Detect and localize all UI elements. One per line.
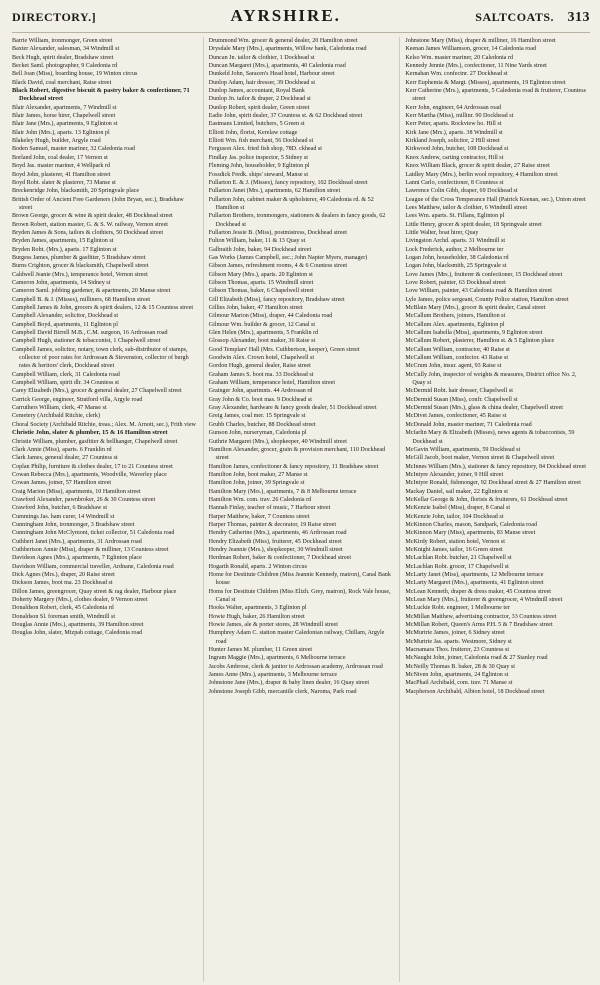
page-header — [12, 6, 590, 33]
directory-entry: McDermid Susan (Miss), confr. Chapelwell st — [405, 396, 518, 403]
directory-entry: Cowan James, joiner, 57 Hamilton street — [12, 480, 112, 487]
directory-column-1 — [12, 37, 197, 982]
directory-entry: Cuthbertson Annie (Miss), draper & milliner, 13 Countess street — [12, 546, 169, 553]
directory-entry: Keenan James Williamson, grocer, 14 Caledonia road — [405, 46, 537, 53]
directory-entry: Becket Saml. photographer, 9 Caledonia rd — [12, 63, 118, 70]
directory-entry: Hamilton Wm. com. trav. 26 Caledonia rd — [208, 496, 312, 503]
directory-entry: McCallum Isabella (Miss), apartments, 9 Eglinton street — [405, 330, 543, 337]
directory-entry: Dunkeld John, Saracen's Head hotel, Harbour street — [208, 71, 335, 78]
directory-entry: Drysdale Mary (Mrs.), apartments, Willow bank, Caledonia road — [208, 46, 367, 53]
directory-entry: Elliott John, florist, Kerelaw cottage — [208, 129, 298, 136]
directory-entry: McBlain Mary (Mrs.), grocer & spirit dealer, Canal street — [405, 305, 546, 311]
directory-entry: Black David, coal merchant, Raise street — [12, 79, 112, 86]
directory-entry: Kerr John, engineer, 64 Ardrossan road — [405, 104, 502, 111]
directory-entry: Kirk Jane (Mrs.), aparts. 38 Windmill st — [405, 129, 503, 136]
directory-column-3 — [399, 37, 590, 982]
directory-entry: Harper Matthew, baker, 7 Countess street — [208, 513, 310, 520]
directory-entry: McLuckie Robt. engineer, 1 Melbourne ter — [405, 605, 510, 612]
directory-entry: Gilmour Wm. builder & grocer, 12 Canal st — [208, 321, 316, 328]
header-section-label: DIRECTORY.] — [12, 10, 97, 24]
directory-entry: Carrick George, engineer, Stratford villa, Argyle road — [12, 396, 143, 403]
directory-entry: Drummond Wm. grocer & general dealer, 20 Hamilton street — [208, 38, 358, 44]
directory-entry: McCrum John, insur. agent, 93 Raise st — [405, 363, 502, 370]
directory-columns — [12, 37, 590, 982]
directory-entry: Gibson James, refreshment rooms, 4 & 6 Countess street — [208, 263, 348, 270]
directory-entry: Livingston Archd. aparts. 31 Windmill st — [405, 238, 506, 245]
directory-entry: Blakeley Hugh, builder, Argyle road — [12, 138, 101, 145]
directory-entry: Christie John, slater & plumber, 15 & 16 Hamilton street — [12, 429, 168, 437]
directory-entry: Coplan Philip, furniture & clothes dealer, 17 to 21 Countess street — [12, 463, 173, 470]
directory-entry: Davidson William, commercial traveller, Ardnane, Caledonia road — [12, 563, 174, 570]
directory-entry: Campbell James, solicitor, notary, town clerk, sub-distributor of stamps, collector of poor rates for Ardrossan & Stevenston, collector of burgh rates & heritors' clerk, Dockhead street — [12, 346, 189, 370]
directory-entry: Mackay Daniel, sail maker, 22 Eglinton st — [405, 488, 508, 495]
directory-entry: Bryden James & Sons, tailors & clothiers, 50 Dockhead street — [12, 229, 164, 236]
directory-entry: Cameron John, apartments, 14 Sidney st — [12, 279, 111, 286]
directory-entry: Mcfarlin Mary & Elizabeth (Misses), news agents & tobacconists, 59 Dockhead st — [405, 430, 575, 445]
directory-entry: Blair Jane (Mrs.), apartments, 9 Eglinton st — [12, 121, 118, 128]
directory-entry: McKnight James, tailor, 16 Green street — [405, 546, 503, 553]
directory-entry: Boyd Robt. slater & plasterer, 73 Manse st — [12, 179, 116, 186]
directory-entry: Donaldson Robert, clerk, 45 Caledonia rd — [12, 605, 114, 612]
directory-entry: McKellar George & John, florists & fruiterers, 61 Dockhead street — [405, 496, 568, 503]
directory-entry: Dickson James, boot ma. 23 Dockhead st — [12, 580, 113, 587]
directory-entry: Clark Annie (Miss), aparts. 6 Franklin rd — [12, 446, 112, 453]
directory-entry: Choral Society (Archibald Ritchie, treas.; Alex. M. Arnott, sec.), Frith view — [12, 421, 196, 428]
directory-entry: Fullarton John, cabinet maker & upholsterer, 49 Caledonia rd. & 52 Hamilton st — [208, 196, 374, 211]
directory-entry: Craig Marion (Miss), apartments, 10 Hamilton street — [12, 488, 141, 495]
directory-entry: McKinnon Charles, mason, Sandpark, Caledonia road — [405, 521, 538, 528]
directory-entry: Laidley Mary (Mrs.), berlin wool repository, 4 Hamilton street — [405, 171, 558, 178]
directory-entry: McMurtrie Jas. aparts. Westmore, Sidney st — [405, 638, 512, 645]
directory-entry: Fulton William, baker, 11 & 13 Quay st — [208, 238, 306, 245]
directory-entry: Fossdick Fredk. ships' steward, Manse st — [208, 171, 309, 178]
directory-entry: Crawford John, butcher, 6 Bradshaw st — [12, 505, 108, 512]
directory-entry: Eastmans Limited, butchers, 5 Green st — [208, 121, 305, 128]
directory-entry: Gordon Hugh, general dealer, Raise street — [208, 363, 311, 370]
directory-entry: Hamilton Mary (Mrs.), apartments, 7 & 8 Melbourne terrace — [208, 488, 357, 495]
directory-entry: Hamilton Alexander, grocer, grain & provision merchant, 110 Dockhead street — [208, 446, 386, 462]
directory-entry: Graham James S. boot ma. 33 Dockhead st — [208, 371, 314, 378]
directory-entry: Fullarton E. & J. (Misses), fancy repository, 102 Dockhead street — [208, 179, 368, 186]
directory-entry: McMillan Matthew, advertising contractor, 33 Countess street — [405, 613, 557, 620]
directory-entry: McCallum Robert, plasterer, Hamilton st. & 5 Eglinton place — [405, 338, 555, 345]
directory-entry: Dunlop James, accountant, Royal Bank — [208, 88, 305, 95]
directory-entry: Gray John & Co. boot mas. 9 Dockhead st — [208, 396, 312, 403]
directory-entry: Kerr Catherine (Mrs.), apartments, 5 Caledonia road & fruiterer, Countess street — [405, 88, 586, 103]
directory-entry: Macnamara Thos. fruiterer, 23 Countess st — [405, 647, 510, 654]
directory-entry: Campbell David Birrell M.B., C.M. surgeon, 16 Ardrossan road — [12, 330, 168, 337]
directory-entry: McGill Jacob, boot maker, Vernon street & Chapelwell street — [405, 455, 555, 462]
header-town-and-page — [475, 10, 590, 26]
directory-entry: McDermid Susan (Mrs.), glass & china dealer, Chapelwell street — [405, 405, 563, 412]
directory-entry: Campbell Boyd, apartments, 11 Eglinton pl — [12, 321, 118, 328]
directory-entry: Cowan Rebecca (Mrs.), apartments, Woodville, Waverley place — [12, 471, 167, 478]
directory-entry: Home for Destitute Children (Miss Jeannie Kennedy, matron), Canal Bank house — [208, 572, 391, 587]
directory-entry: Johnstone Jane (Mrs.), draper & baby linen dealer, 16 Quay street — [208, 680, 370, 687]
directory-entry: Findlay Jas. police inspector, 5 Sidney st — [208, 154, 308, 161]
directory-entry: Greig James, coal mer. 15 Springvale st — [208, 413, 306, 420]
directory-entry: Jacobs Ambrose, clerk & janitor to Ardrossan academy, Ardrossan road — [208, 663, 383, 670]
directory-entry: Cummings Jas. ham curer, 14 Windmill st — [12, 513, 115, 520]
directory-entry: McKenzie John, tailor, 104 Dockhead st — [405, 513, 504, 520]
directory-entry: Blair James, horse hirer, Chapelwell street — [12, 113, 116, 120]
directory-entry: McLachlan Robt. butcher, 21 Chapelwell st — [405, 555, 512, 562]
directory-entry: Gibson Mary (Mrs.), aparts. 20 Eglinton st — [208, 271, 313, 278]
directory-entry: Galbraith John, baker, 94 Dockhead street — [208, 246, 312, 253]
directory-entry: Johnstone Mary (Miss), draper & milliner, 16 Hamilton street — [405, 38, 556, 44]
directory-entry: Gas Works (James Campbell, sec.; John Napier Myers, manager) — [208, 254, 368, 261]
directory-entry: Herdman Robert, baker & confectioner, 7 Dockhead street — [208, 555, 352, 562]
directory-column-2 — [203, 37, 394, 982]
directory-entry: McDermid Robt. hair dresser, Chapelwell st — [405, 388, 513, 395]
directory-entry: Kirkwood John, butcher, 108 Dockhead st — [405, 146, 509, 153]
directory-entry: Davidson Agnes (Mrs.), apartments, 7 Eglinton place — [12, 555, 142, 562]
directory-entry: Brown Robert, station master, G. & S. W. railway, Vernon street — [12, 221, 168, 228]
directory-entry: Goodwin Alex. Crown hotel, Chapelwell st — [208, 355, 315, 362]
directory-entry: League of the Cross Temperance Hall (Patrick Keenan, sec.), Union street — [405, 196, 586, 203]
directory-entry: Hunter James M. plumber, 11 Green street — [208, 647, 313, 654]
directory-entry: Good Templars' Hall (Mrs. Cuthbertson, keeper), Green street — [208, 346, 360, 353]
directory-entry: Lock Frederick, author, 2 Melbourne ter — [405, 246, 504, 253]
directory-entry: McCallum Alex. apartments, Eglinton pl — [405, 321, 505, 328]
directory-entry: Cunningham John, ironmonger, 3 Bradshaw street — [12, 521, 135, 528]
directory-entry: Love James (Mrs.), fruiterer & confectioner, 15 Dockhead street — [405, 271, 563, 278]
directory-entry: Doherty Margery (Mrs.), clothes dealer, 9 Vernon street — [12, 597, 148, 604]
directory-entry: Campbell Alexander, solicitor, Dockhead st — [12, 313, 119, 320]
directory-entry: McLarty Margaret (Mrs.), apartments, 41 Eglinton street — [405, 580, 544, 587]
directory-entry: Macpherson Archibald, Albion hotel, 18 Dockhead street — [405, 688, 545, 695]
directory-entry: Lees Wm. aparts. St. Fillans, Eglinton pl — [405, 213, 505, 220]
page-number: 313 — [567, 10, 590, 25]
directory-entry: Gill Elizabeth (Miss), fancy repository, Bradshaw street — [208, 296, 345, 303]
directory-entry: Christie William, plumber, gasfitter & bellhanger, Chapelwell street — [12, 438, 178, 445]
directory-entry: McMurtrie James, joiner, 6 Sidney street — [405, 630, 505, 637]
directory-entry: Blair John (Mrs.), aparts. 13 Eglinton pl — [12, 129, 110, 136]
directory-entry: Gibson Thomas, baker, 6 Chapelwell street — [208, 288, 314, 295]
directory-entry: McMillan Robert, Queen's Arms P.H. 5 & 7 Bradshaw street — [405, 622, 553, 629]
directory-entry: Lees Matthew, tailor & clothier, 6 Windmill street — [405, 204, 528, 211]
directory-entry: Harper Thomas, painter & decorator, 19 Raise street — [208, 521, 337, 528]
directory-entry: Duncan Margaret (Mrs.), apartments, 40 Caledonia road — [208, 63, 346, 70]
header-county-title: AYRSHIRE. — [230, 6, 341, 25]
directory-entry: Barrie William, ironmonger, Green street — [12, 38, 113, 44]
directory-entry: McNaught John, joiner, Caledonia road & 27 Stanley road — [405, 655, 548, 662]
directory-entry: Campbell William, spirit dlr. 34 Countess st — [12, 380, 119, 387]
directory-entry: McIntyre Alexander, joiner, 9 Hill street — [405, 471, 504, 478]
directory-entry: McCully John, inspector of weights & measures, District office No. 2, Quay st — [405, 371, 577, 387]
directory-entry: Fullarton Jessie B. (Miss), postmistress, Dockhead street — [208, 229, 347, 236]
directory-entry: McLarty Janet (Miss), apartments, 12 Melbourne terrace — [405, 572, 544, 578]
directory-entry: Kirkland Joseph, solicitor, 2 Hill street — [405, 138, 500, 145]
directory-entry: Cunningham John McClymont, ticket collector, 51 Caledonia road — [12, 530, 175, 537]
directory-entry: Beck Hugh, spirit dealer, Bradshaw street — [12, 54, 114, 61]
directory-entry: Gillies John, baker, 47 Hamilton street — [208, 305, 303, 311]
directory-entry: Homs for Destitute Children (Miss Elizh. Grey, matron), Rock Vale house, Canal st — [208, 588, 391, 604]
directory-entry: Burgess James, plumber & gasfitter, 5 Bradshaw street — [12, 254, 146, 261]
directory-entry: Caldwell Jeanie (Mrs.), temperance hotel, Vernon street — [12, 271, 148, 278]
directory-entry: Knox Andrew, carting contractor, Hill st — [405, 154, 504, 161]
directory-entry: McLachlan Robt. grocer, 17 Chapelwell st — [405, 563, 509, 570]
directory-entry: Knox William Black, grocer & spirit dealer, 27 Raise street — [405, 163, 550, 170]
directory-entry: McCallum William, confector. 43 Raise st — [405, 355, 509, 362]
directory-entry: Bell Joan (Miss), boarding house, 19 Winton circus — [12, 71, 138, 78]
directory-entry: Hannah Finlay, teacher of music, 7 Harbour street — [208, 505, 331, 512]
directory-entry: Fullarton Brothers, ironmongers, stationers & dealers in fancy goods, 62 Dockhead st — [208, 213, 386, 228]
directory-entry: Brown George, grocer & wine & spirit dealer, 48 Dockhead street — [12, 213, 173, 220]
directory-entry: Hogarth Ronald, aparts. 2 Winton circus — [208, 563, 307, 570]
directory-entry: McGavin William, apartments, 59 Dockhead st — [405, 446, 521, 453]
directory-entry: McLean Mary (Mrs.), fruiterer & greengrocer, 4 Windmill street — [405, 597, 563, 604]
directory-entry: Douglas John, slater, Mizpah cottage, Caledonia road — [12, 630, 143, 637]
directory-entry: Borland John, coal dealer, 17 Vernon st — [12, 154, 108, 161]
directory-entry: Bryden Robt. (Mrs.), aparts. 17 Eglinton st — [12, 246, 117, 253]
directory-entry: Guthrie Margaret (Mrs.), shopkeeper, 40 Windmill street — [208, 438, 347, 445]
directory-entry: Lyle James, police sergeant, County Police station, Hamilton street — [405, 296, 569, 303]
directory-entry: Hamilton John, boot maker, 27 Manse st — [208, 471, 308, 478]
directory-entry: Gunson John, nurseryman, Caledonia pl — [208, 430, 307, 437]
directory-entry: Lanni Carlo, confectioner, 8 Countess st — [405, 179, 504, 186]
directory-entry: MacPhail Archibald, com. trav. 71 Manse st — [405, 680, 513, 687]
directory-entry: British Order of Ancient Free Gardeners (John Bryan, sec.), Bradshaw street — [12, 196, 184, 211]
directory-entry: James Anne (Mrs.), apartments, 3 Melbourne terrace — [208, 672, 338, 679]
directory-entry: Kernahan Wm. confectnr. 27 Dockhead st — [405, 71, 508, 78]
directory-entry: Gray Alexander, hardware & fancy goods dealer, 51 Dockhead street — [208, 405, 377, 412]
directory-entry: Howie Hugh, baker, 26 Hamilton street — [208, 613, 305, 620]
directory-entry: Dillon James, greengrocer, Quay street & rag dealer, Harbour place — [12, 588, 177, 595]
directory-entry: Lawrence Colin Gibb, draper, 69 Dockhead st — [405, 188, 518, 195]
directory-entry: McCallum William, contractor, 40 Raise st — [405, 346, 510, 353]
directory-entry: McNeilly Thomas B. baker, 28 & 30 Quay st — [405, 663, 515, 670]
directory-entry: Douglas Annie (Mrs.), apartments, 39 Hamilton street — [12, 622, 144, 629]
directory-entry: McCallum Brothers, joiners, Hamilton st — [405, 313, 506, 320]
directory-entry: Blair Alexander, apartments, 7 Windmill st — [12, 104, 117, 111]
directory-entry: Glen Helen (Mrs.), apartments, 5 Franklin rd — [208, 330, 319, 337]
directory-entry: Little Walter, boat hirer, Quay — [405, 229, 479, 236]
directory-entry: Carey Elizabeth (Mrs.), grocer & general dealer, 27 Chapelwell street — [12, 388, 182, 395]
directory-entry: Cuthbert Janet (Mrs.), apartments, 31 Ardrossan road — [12, 538, 142, 545]
directory-entry: Hamilton James, confectioner & fancy repository, 11 Bradshaw street — [208, 463, 379, 470]
directory-entry: McNiven John, apartments, 24 Eglinton st — [405, 672, 509, 679]
directory-entry: Donaldson Sl. foreman smith, Windmill st — [12, 613, 116, 620]
directory-entry: Breckenridge John, blacksmith, 20 Springvale place — [12, 188, 140, 195]
directory-entry: Campbell William, clerk, 31 Caledonia road — [12, 371, 120, 378]
directory-entry: Humphrey Adam C. station master Caledonian railway, Chillam, Argyle road — [208, 630, 385, 645]
directory-entry: Fleming John, householder, 9 Eglinton pl — [208, 163, 310, 170]
directory-entry: Hamilton John, joiner, 39 Springvale st — [208, 480, 305, 487]
directory-entry: Bryden James, apartments, 15 Eglinton st — [12, 238, 114, 245]
directory-entry: Campbell B. & J. (Misses), milliners, 68 Hamilton street — [12, 296, 151, 303]
directory-entry: Fullarton Janet (Mrs.), apartments, 62 Hamilton street — [208, 188, 341, 195]
directory-entry: Baxter Alexander, salesman, 34 Windmill st — [12, 46, 120, 53]
directory-entry: Kerr Peter, aparts. Rockview ho. Hill st — [405, 121, 502, 128]
directory-entry: Dunlop Jn. tailor & draper, 2 Dockhead st — [208, 96, 311, 103]
directory-entry: McInnes William (Mrs.), stationer & fancy repository, 84 Dockhead street — [405, 463, 586, 470]
directory-entry: McDonald John, master mariner, 71 Caledonia road — [405, 421, 532, 428]
directory-entry: Little Henry, grocer & spirit dealer, 18 Springvale street — [405, 221, 542, 228]
directory-entry: McKenzie Isabel (Miss), draper, 8 Canal st — [405, 505, 511, 512]
directory-entry: Hendry Jeannie (Mrs.), shopkeeper, 30 Windmill street — [208, 546, 343, 553]
directory-entry: Boden Samuel, master mariner, 32 Caledonia road — [12, 146, 135, 153]
directory-entry: Ingram Maggie (Mrs.), apartments, 6 Melbourne terrace — [208, 655, 346, 662]
directory-entry: Crawford Alexander, pawnbroker, 26 & 30 Countess street — [12, 496, 156, 503]
directory-entry: Dunlop Robert, spirit dealer, Green street — [208, 104, 310, 111]
directory-entry: Gibson Thomas, aparts. 15 Windmill street — [208, 279, 314, 286]
directory-entry: McKinnon Mary (Miss), apartments, 83 Manse street — [405, 530, 536, 537]
directory-entry: Boyd Jas. master mariner, 4 Wellpark rd — [12, 163, 110, 170]
directory-entry: Elliott Wm. fish merchant, 56 Dockhead st — [208, 138, 314, 145]
directory-entry: Dick Agnes (Mrs.), draper, 20 Raise street — [12, 572, 115, 578]
directory-entry: Gilmour Marion (Miss), draper, 44 Caledonia road — [208, 313, 333, 320]
directory-entry: Boyd John, plasterer, 41 Hamilton street — [12, 171, 111, 178]
directory-entry: Dunlop Adam, hair dresser, 39 Dockhead st — [208, 79, 316, 86]
directory-entry: Hendry Catherine (Mrs.), apartments, 46 Ardrossan road — [208, 530, 347, 537]
directory-entry: Kerr Martha (Miss), millinr. 90 Dockhead st — [405, 113, 514, 120]
directory-entry: Campbell Hugh, stationer & tobacconist, 1 Chapelwell street — [12, 338, 161, 345]
directory-entry: Kennedy Jennie (Mrs.), confectioner, 11 Nine Yards street — [405, 63, 547, 70]
directory-entry: Clark James, general dealer, 27 Countess st — [12, 455, 118, 462]
header-town-title: SALTCOATS. — [475, 10, 554, 24]
directory-entry: Eadie John, spirit dealer, 37 Countess st. & 62 Dockhead street — [208, 113, 363, 120]
directory-entry: Cameron Saml. jobbing gardener, & apartments, 20 Manse street — [12, 288, 171, 295]
directory-entry: Love Robert, painter, 63 Dockhead street — [405, 279, 506, 286]
directory-entry: Black Robert, digestive biscuit & pastry baker & confectioner, 71 Dockhead street — [12, 87, 190, 103]
directory-entry: Glossop Alexander, boot maker, 36 Raise st — [208, 338, 316, 345]
directory-entry: Hooks Walter, apartments, 3 Eglinton pl — [208, 605, 307, 612]
directory-entry: Logan John, householder, 38 Caledonia rd — [405, 254, 509, 261]
directory-entry: Kerr Euphemia & Margt. (Misses), apartments, 19 Eglinton street — [405, 79, 566, 86]
directory-entry: Grubb Charles, butcher, 88 Dockhead street — [208, 421, 316, 428]
directory-entry: Campbell James & John, grocers & spirit dealers, 12 & 15 Countess street — [12, 305, 194, 311]
directory-entry: Graham William, temperance hotel, Hamilton street — [208, 380, 336, 387]
directory-entry: McKirdy Robert, station hotel, Vernon st — [405, 538, 505, 545]
directory-entry: McLean Kenneth, draper & dress maker, 45 Countess street — [405, 588, 551, 595]
directory-entry: Love William, painter, 43 Caledonia road & Hamilton street — [405, 288, 552, 295]
directory-entry: Burns Crighton, grocer & blacksmith, Chapelwell street — [12, 263, 149, 270]
directory-entry: Carruthers William, clerk, 47 Manse st — [12, 405, 107, 412]
directory-entry: McDivet James, confectioner, 45 Raise st — [405, 413, 507, 420]
directory-entry: Kelso Wm. master mariner, 20 Caledonia rd — [405, 54, 513, 61]
directory-entry: Logan John, blacksmith, 25 Springvale st — [405, 263, 507, 270]
directory-entry: Grainger John, apartmnts. 44 Ardrossan rd — [208, 388, 313, 395]
directory-entry: Duncan Jn. tailor & clothier, 1 Dockhead st — [208, 54, 315, 61]
directory-entry: Cemetery (Archibald Ritchie, clerk) — [12, 413, 100, 420]
directory-entry: Hendry Elizabeth (Miss), fruiterer, 45 Dockhead street — [208, 538, 342, 545]
directory-entry: Johnstone Joseph Gibb, mercantile clerk, Naroma, Park road — [208, 688, 357, 695]
directory-entry: McIntyre Ronald, fishmonger, 92 Dockhead street & 27 Hamilton street — [405, 480, 581, 487]
directory-entry: Howie James, ale & porter stores, 28 Windmill street — [208, 622, 338, 629]
directory-entry: Ferguson Alex. fried fish shop, 78D. ckhead st — [208, 146, 322, 153]
